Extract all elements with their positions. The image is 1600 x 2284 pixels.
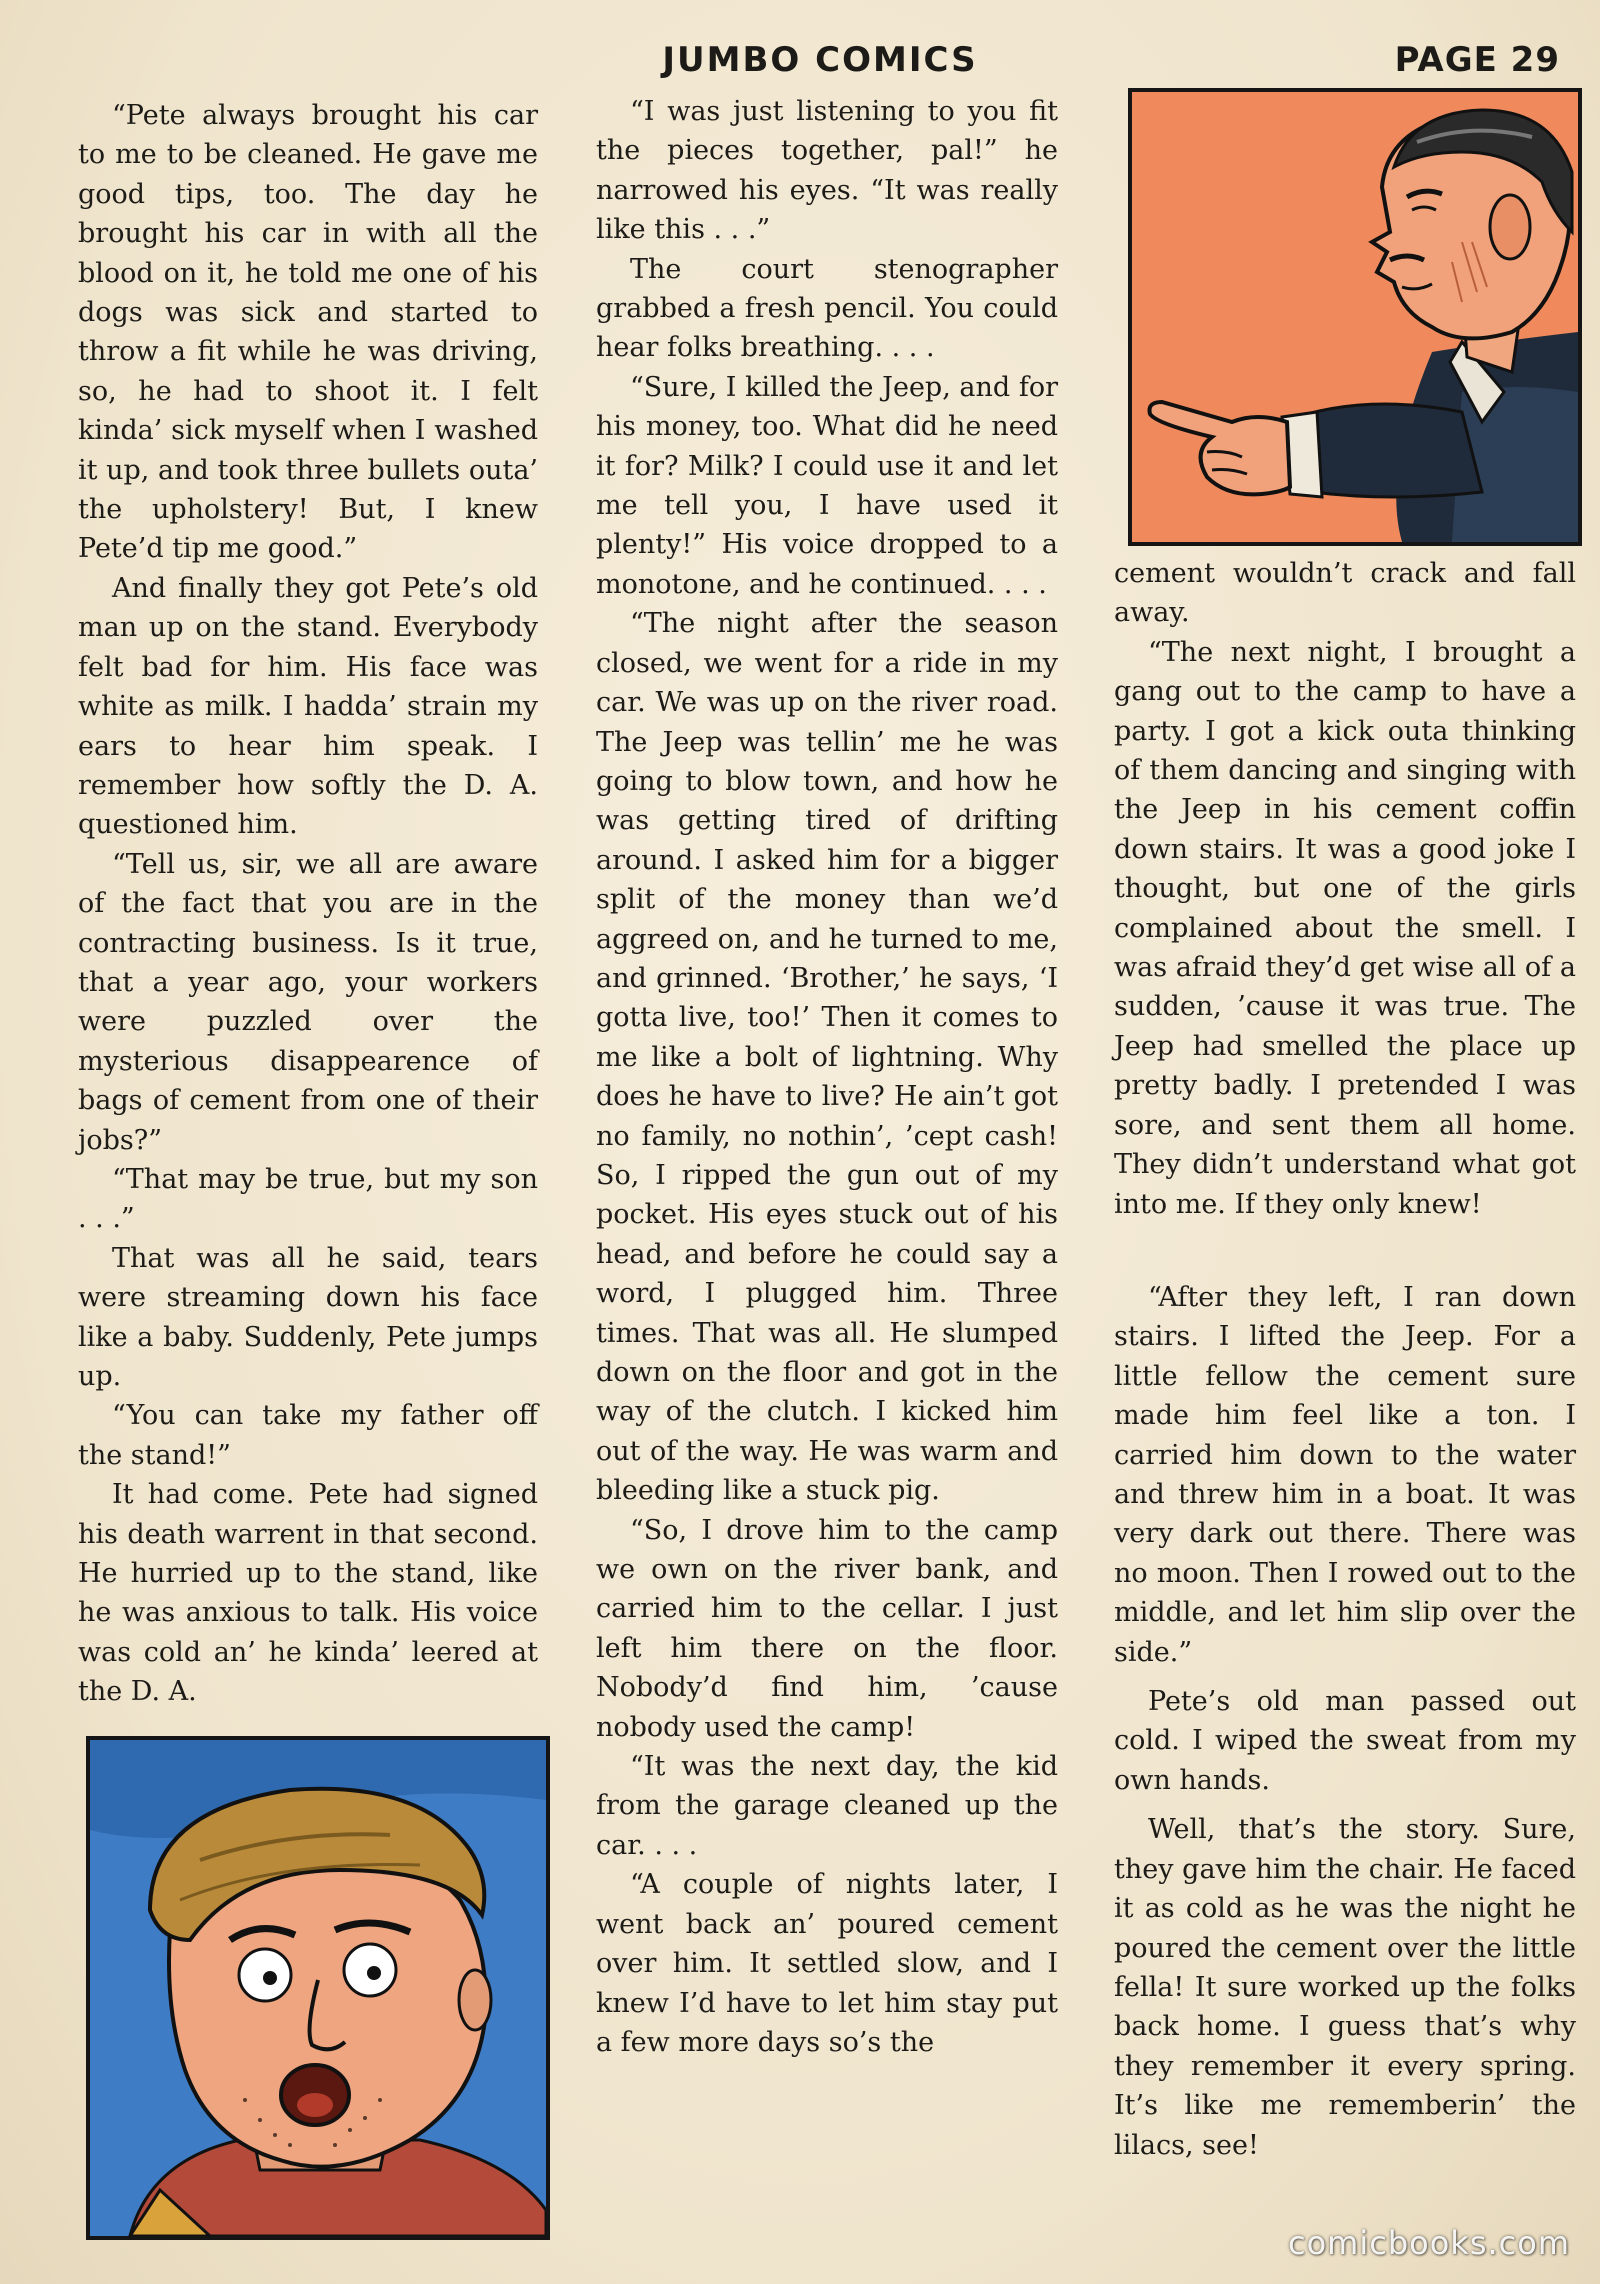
shocked-man-illustration	[86, 1736, 550, 2240]
paragraph: “So, I drove him to the camp we own on the river bank, and carried him to the cellar. I just left him there on the floor. Nobody’d find him, ’cause nobody used the camp!	[596, 1514, 1058, 1743]
pointing-man-icon	[1132, 92, 1578, 542]
paragraph: Well, that’s the story. Sure, they gave him the chair. He faced it as cold as he was the night he poured the cement over the little fella! It sure worked up the folks back home. I guess that’s why they remember it every spring. It’s like me rememberin’ the lilacs, see!	[1114, 1814, 1576, 2161]
paragraph: “It was the next day, the kid from the garage cleaned up the car. . . .	[596, 1751, 1058, 1861]
paragraph: “You can take my father off the stand!”	[78, 1400, 538, 1471]
text-column-3-lower	[1114, 1278, 1576, 2165]
paragraph: “The next night, I brought a gang out to the camp to have a party. I got a kick outa thinking of them dancing and singing with the Jeep in his cement coffin down stairs. It was a good joke I thought, but one of the girls complained about the smell. I was afraid they’d get wise all of a sudden, ’cause it was true. The Jeep had smelled the place up pretty badly. I pretended I was sore, and sent them all home. They didn’t understand what got into me. If they only knew!	[1114, 636, 1576, 1220]
magazine-title: JUMBO COMICS	[662, 40, 978, 80]
paragraph: That was all he said, tears were streaming down his face like a baby. Suddenly, Pete jumps up.	[78, 1242, 538, 1392]
paragraph: Pete’s old man passed out cold. I wiped the sweat from my own hands.	[1114, 1686, 1576, 1796]
watermark: comicbooks.com	[1287, 2224, 1570, 2262]
paragraph: And finally they got Pete’s old man up on the stand. Everybody felt bad for him. His face was white as milk. I hadda’ strain my ears to hear him speak. I remember how softly the D. A. questioned him.	[78, 572, 538, 841]
paragraph: “A couple of nights later, I went back an’ poured cement over him. It settled slow, and I knew I’d have to let him stay put a few more days so’s the	[596, 1869, 1058, 2058]
page-number: PAGE 29	[1394, 40, 1560, 80]
paragraph: “After they left, I ran down stairs. I lifted the Jeep. For a little fellow the cement sure made him feel like a ton. I carried him down to the water and threw him in a boat. It was very dark out there. There was no moon. Then I rowed out to the middle, and let him slip over the side.”	[1114, 1282, 1576, 1668]
pointing-man-illustration	[1128, 88, 1582, 546]
text-column-2	[596, 92, 1058, 2062]
text-column-3-upper	[1114, 554, 1576, 1224]
text-column-1	[78, 96, 538, 1712]
paragraph: “Sure, I killed the Jeep, and for his money, too. What did he need it for? Milk? I could use it and let me tell you, I have used it plenty!” His voice dropped to a monotone, and he continued. . . .	[596, 371, 1058, 600]
paragraph: The court stenographer grabbed a fresh pencil. You could hear folks breathing. . . .	[596, 253, 1058, 364]
paragraph: “Pete always brought his car to me to be cleaned. He gave me good tips, too. The day he brought his car in with all the blood on it, he told me one of his dogs was sick and started to throw a fit while he was driving, so, he had to shoot it. I felt kinda’ sick myself when I washed it up, and took three bullets outa’ the upholstery! But, I knew Pete’d tip me good.”	[78, 100, 538, 565]
paragraph: “The night after the season closed, we went for a ride in my car. We was up on the river road. The Jeep was tellin’ me he was going to blow town, and how he was getting tired of drifting around. I asked him for a bigger split of the money than we’d aggreed on, and he turned to me, and grinned. ‘Brother,’ he says, ‘I gotta live, too!’ Then it comes to me like a bolt of lightning. Why does he have to live? He ain’t got no family, no nothin’, ’cept cash! So, I ripped the gun out of my pocket. His eyes stuck out of his head, and before he could say a word, I plugged him. Three times. That was all. He slumped down on the floor and got in the way of the clutch. I kicked him out of the way. He was warm and bleeding like a stuck pig.	[596, 608, 1058, 1507]
paragraph: cement wouldn’t crack and fall away.	[1114, 558, 1576, 629]
paragraph: It had come. Pete had signed his death warrent in that second. He hurried up to the stand, like he was anxious to talk. His voice was cold an’ he kinda’ leered at the D. A.	[78, 1479, 538, 1708]
paragraph: “I was just listening to you fit the pieces together, pal!” he narrowed his eyes. “It was really like this . . .”	[596, 96, 1058, 246]
paragraph: “Tell us, sir, we all are aware of the fact that you are in the contracting business. Is it true, that a year ago, your workers were puzzled over the mysterious disappearence of bags of cement from one of their jobs?”	[78, 848, 538, 1156]
shocked-man-icon	[90, 1740, 546, 2236]
paragraph: “That may be true, but my son . . .”	[78, 1163, 538, 1235]
